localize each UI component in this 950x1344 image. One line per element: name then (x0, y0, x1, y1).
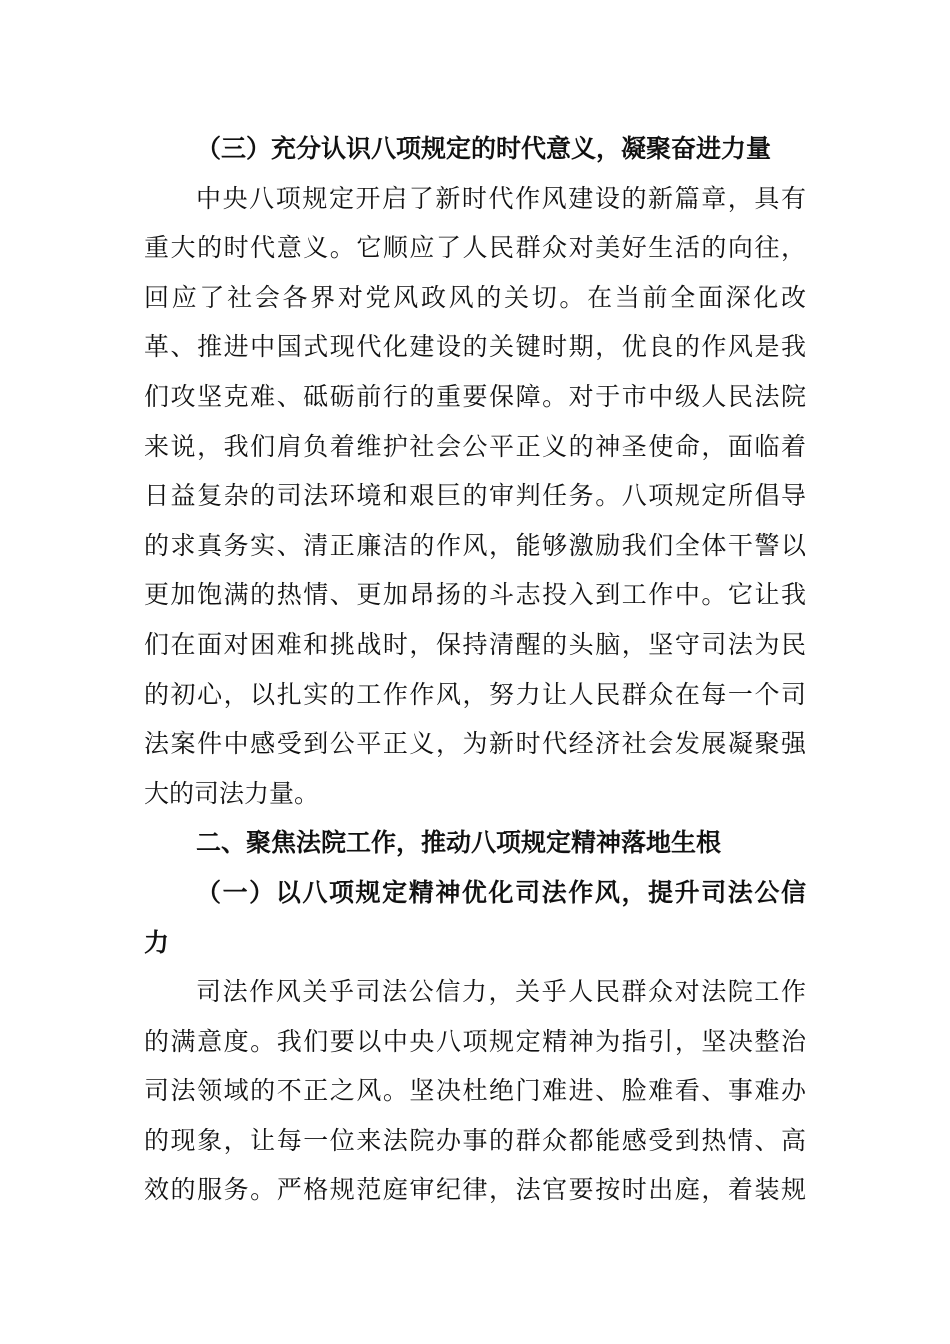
paragraph-line: 的满意度。我们要以中央八项规定精神为指引，坚决整治 (144, 1026, 806, 1056)
paragraph-line: 革、推进中国式现代化建设的关键时期，优良的作风是我 (144, 332, 806, 362)
paragraph-era-significance (144, 174, 806, 819)
paragraph-line: 司法领域的不正之风。坚决杜绝门难进、脸难看、事难办 (144, 1076, 806, 1106)
paragraph-line: 重大的时代意义。它顺应了人民群众对美好生活的向往， (144, 233, 806, 263)
paragraph-line: 中央八项规定开启了新时代作风建设的新篇章，具有 (196, 183, 806, 213)
paragraph-judicial-style (144, 967, 806, 1215)
paragraph-line: 司法作风关乎司法公信力，关乎人民群众对法院工作 (196, 977, 806, 1007)
subheading-1 (144, 868, 806, 967)
paragraph-line: 来说，我们肩负着维护社会公平正义的神圣使命，面临着 (144, 431, 806, 461)
paragraph-line: 法案件中感受到公平正义，为新时代经济社会发展凝聚强 (144, 729, 806, 759)
paragraph-line: 大的司法力量。 (144, 778, 320, 808)
paragraph-line: 的求真务实、清正廉洁的作风，能够激励我们全体干警以 (144, 530, 806, 560)
paragraph-line: 们在面对困难和挑战时，保持清醒的头脑，坚守司法为民 (144, 629, 806, 659)
paragraph-line: 日益复杂的司法环境和艰巨的审判任务。八项规定所倡导 (144, 481, 806, 511)
subheading-3: （三）充分认识八项规定的时代意义，凝聚奋进力量 (196, 134, 772, 163)
paragraph-line: 的初心，以扎实的工作作风，努力让人民群众在每一个司 (144, 679, 806, 709)
subheading-line: 力 (144, 927, 170, 957)
paragraph-line: 的现象，让每一位来法院办事的群众都能感受到热情、高 (144, 1125, 806, 1155)
section-heading-2: 二、聚焦法院工作，推动八项规定精神落地生根 (196, 828, 722, 858)
paragraph-line: 效的服务。严格规范庭审纪律，法官要按时出庭，着装规 (144, 1175, 806, 1205)
paragraph-line: 们攻坚克难、砥砺前行的重要保障。对于市中级人民法院 (144, 381, 806, 411)
document-page (144, 124, 806, 1215)
paragraph-line: 回应了社会各界对党风政风的关切。在当前全面深化改 (144, 282, 806, 312)
subheading-line: （一）以八项规定精神优化司法作风，提升司法公信 (196, 877, 806, 907)
paragraph-line: 更加饱满的热情、更加昂扬的斗志投入到工作中。它让我 (144, 580, 806, 610)
